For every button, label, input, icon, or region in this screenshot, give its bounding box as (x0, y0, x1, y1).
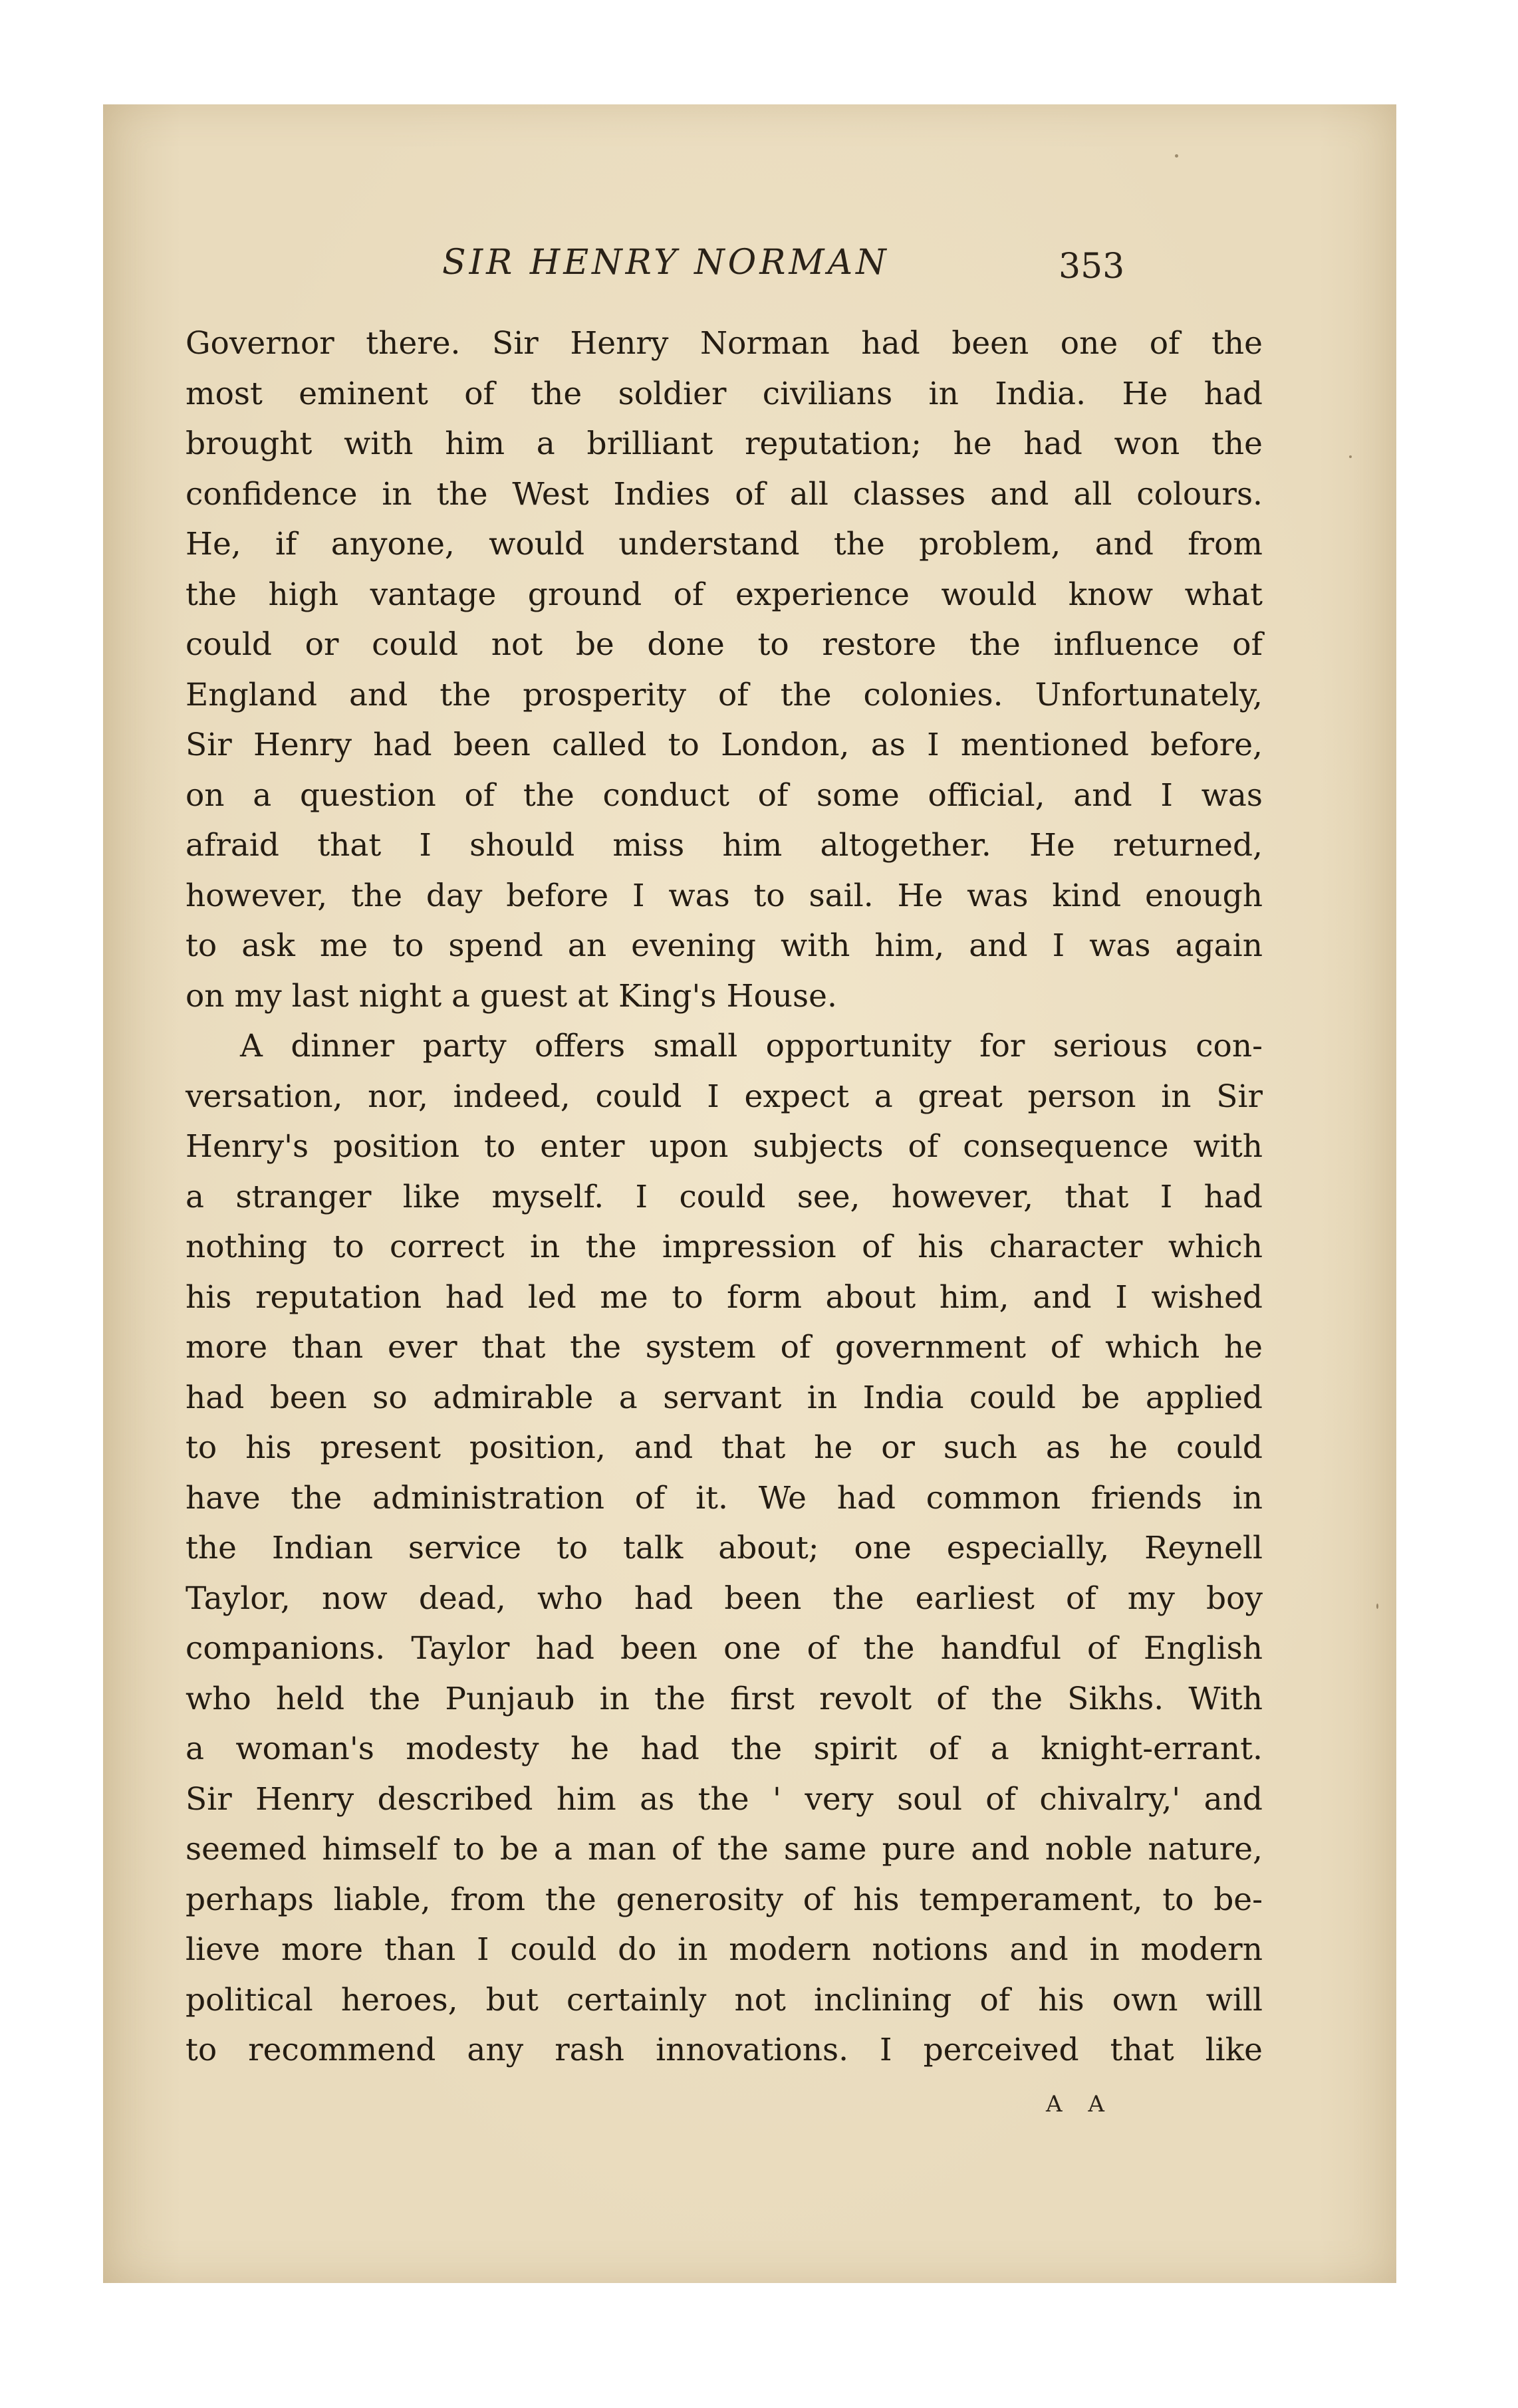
text-line: however, the day before I was to sail. He was kind enough (186, 877, 1263, 914)
text-line: perhaps liable, from the generosity of his temperament, to be- (186, 1881, 1263, 1918)
text-line: England and the prosperity of the colonies. Unfortunately, (186, 676, 1263, 713)
text-line: Henry's position to enter upon subjects of consequence with (186, 1128, 1263, 1165)
text-line: a stranger like myself. I could see, however, that I had (186, 1178, 1263, 1215)
running-head (103, 237, 1396, 291)
text-line: had been so admirable a servant in India could be applied (186, 1379, 1263, 1416)
text-line: Taylor, now dead, who had been the earliest of my boy (186, 1580, 1263, 1617)
page-number: 353 (1059, 247, 1125, 287)
paper-speck (1376, 1604, 1378, 1609)
text-line: lieve more than I could do in modern notions and in modern (186, 1931, 1263, 1968)
paragraph-first-line: A dinner party offers small opportunity for serious con- (240, 1028, 1263, 1064)
paper-speck (1349, 455, 1352, 458)
text-line: brought with him a brilliant reputation; he had won the (186, 425, 1263, 462)
text-line: afraid that I should miss him altogether. He returned, (186, 827, 1263, 864)
text-line: most eminent of the soldier civilians in India. He had (186, 375, 1263, 412)
text-line: He, if anyone, would understand the problem, and from (186, 526, 1263, 562)
signature-mark: A A (1046, 2091, 1114, 2117)
text-line: his reputation had led me to form about him, and I wished (186, 1278, 1263, 1316)
text-line: on a question of the conduct of some official, and I was (186, 777, 1263, 814)
text-line: more than ever that the system of government of which he (186, 1329, 1263, 1366)
text-line: Sir Henry described him as the ' very soul of chivalry,' and (186, 1780, 1263, 1818)
body-text (186, 318, 1263, 2076)
scanned-book-page (103, 104, 1396, 2283)
text-line: confidence in the West Indies of all classes and all colours. (186, 475, 1263, 513)
text-line: the high vantage ground of experience would know what (186, 576, 1263, 613)
text-line: a woman's modesty he had the spirit of a knight-errant. (186, 1731, 1263, 1767)
paragraph-end-line: on my last night a guest at King's House. (186, 977, 837, 1015)
text-line: who held the Punjaub in the first revolt of the Sikhs. With (186, 1680, 1263, 1717)
text-line: nothing to correct in the impression of his character which (186, 1229, 1263, 1265)
text-line: seemed himself to be a man of the same pure and noble nature, (186, 1831, 1263, 1867)
running-title: SIR HENRY NORMAN (442, 243, 890, 283)
text-line: Governor there. Sir Henry Norman had been one of the (186, 325, 1263, 362)
text-line: Sir Henry had been called to London, as I mentioned before, (186, 727, 1263, 763)
text-line: have the administration of it. We had common friends in (186, 1479, 1263, 1516)
text-line: to ask me to spend an evening with him, and I was again (186, 927, 1263, 964)
text-line: versation, nor, indeed, could I expect a great person in Sir (186, 1078, 1263, 1115)
text-line: to recommend any rash innovations. I perceived that like (186, 2032, 1263, 2068)
text-line: the Indian service to talk about; one especially, Reynell (186, 1530, 1263, 1566)
paper-speck (1175, 154, 1178, 158)
text-line: companions. Taylor had been one of the handful of English (186, 1630, 1263, 1667)
text-line: to his present position, and that he or such as he could (186, 1429, 1263, 1466)
text-line: could or could not be done to restore the influence of (186, 626, 1263, 663)
text-line: political heroes, but certainly not inclining of his own will (186, 1981, 1263, 2018)
